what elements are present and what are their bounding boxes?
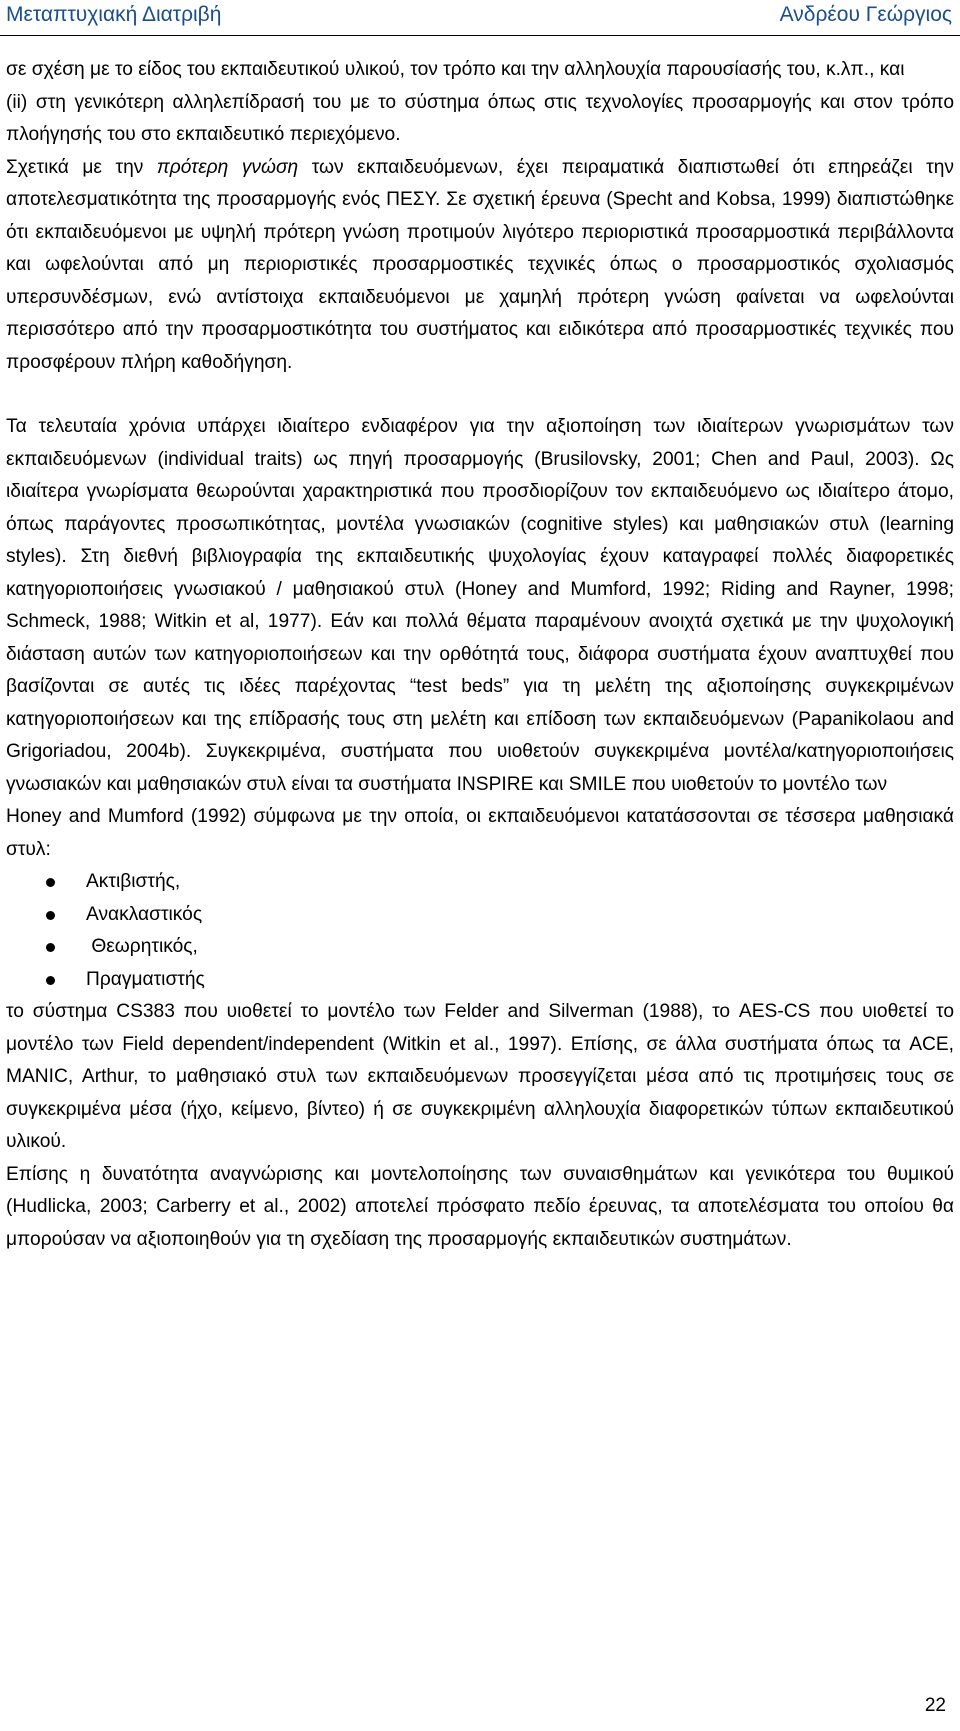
paragraph-emotions: Επίσης η δυνατότητα αναγνώρισης και μοντελοποίησης των συναισθημάτων και γενικότερα του θυμικού (Hudlicka, 2003; Carberry et al., 2002) αποτελεί πρόσφατο πεδίο έρευνας, τα αποτελέσματα του οποίου θα μπορούσαν να αξιοποιηθούν για τη σχεδίαση της προσαρμογής εκπαιδευτικών συστημάτων. xyxy=(6,1163,954,1250)
paragraph-honey-mumford: Honey and Mumford (1992) σύμφωνα με την οποία, οι εκπαιδευόμενοι κατατάσσονται σε τέσσερα μαθησιακά στυλ: xyxy=(6,806,954,860)
paragraph-individual-traits: Τα τελευταία χρόνια υπάρχει ιδιαίτερο ενδιαφέρον για την αξιοποίηση των ιδιαίτερων γνωρισμάτων των εκπαιδευόμενων (individual traits) ως πηγή προσαρμογής (Brusilovsky, 2001; Chen and Paul, 2003). Ως ιδιαίτερα γνωρίσματα θεωρούνται χαρακτηριστικά που προσδιορίζουν τον εκπαιδευόμενο ως ιδιαίτερο άτομο, όπως παράγοντες προσωπικότητας, μοντέλα γνωσιακών (cognitive styles) και μαθησιακών στυλ (learning styles). Στη διεθνή βιβλιογραφία της εκπαιδευτικής ψυχολογίας έχουν καταγραφεί πολλές διαφορετικές κατηγοριοποιήσεις γνωσιακού / μαθησιακού στυλ (Honey and Mumford, 1992; Riding and Rayner, 1998; Schmeck, 1988; Witkin et al, 1977). Εάν και πολλά θέματα παραμένουν ανοιχτά σχετικά με την ψυχολογική διάσταση αυτών των κατηγοριοποιήσεων και την ορθότητά τους, διάφορα συστήματα έχουν αναπτυχθεί που βασίζονται σε αυτές τις ιδέες παρέχοντας “test beds” για τη μελέτη της αξιοποίησης συγκεκριμένων κατηγοριοποιήσεων και της επίδρασής τους στη μελέτη και επίδοση των εκπαιδευόμενων (Papanikolaou and Grigoriadou, 2004b). Συγκεκριμένα, συστήματα που υιοθετούν συγκεκριμένα μοντέλα/κατηγοριοποιήσεις γνωσιακών και μαθησιακών στυλ είναι τα συστήματα INSPIRE και SMILE που υιοθετούν το μοντέλο των xyxy=(6,416,954,795)
bullet-icon xyxy=(46,976,55,985)
prior-knowledge-term: πρότερη γνώση xyxy=(156,156,299,178)
learning-styles-list xyxy=(6,866,954,996)
page-number: 22 xyxy=(924,1695,946,1716)
prior-knowledge-pre: Σχετικά με την xyxy=(6,156,157,178)
page-body xyxy=(6,54,954,1256)
bullet-icon xyxy=(46,878,55,887)
paragraph-intro-line: σε σχέση με το είδος του εκπαιδευτικού υλικού, τον τρόπο και την αλληλουχία παρουσίασής του, κ.λπ., και xyxy=(6,59,905,80)
list-item xyxy=(6,964,954,997)
header-thesis-title: Μεταπτυχιακή Διατριβή xyxy=(6,3,222,26)
list-item-text: Ανακλαστικός xyxy=(86,903,203,925)
paragraph-gap xyxy=(6,379,954,411)
bullet-icon xyxy=(46,911,55,920)
page-header xyxy=(0,0,960,36)
list-item-text: Ακτιβιστής, xyxy=(86,871,181,892)
paragraph-other-systems: το σύστημα CS383 που υιοθετεί το μοντέλο των Felder and Silverman (1988), το AES-CS που υιοθετεί το μοντέλο των Field dependent/independent (Witkin et al., 1997). Επίσης, σε άλλα συστήματα όπως τα ACE, MANIC, Arthur, το μαθησιακό στυλ των εκπαιδευόμενων προσεγγίζεται μέσα από τις προτιμήσεις τους σε συγκεκριμένα μέσα (ήχο, κείμενο, βίντεο) ή σε συγκεκριμένη αλληλουχία διαφορετικών τύπων εκπαιδευτικού υλικού. xyxy=(6,1001,954,1152)
list-item xyxy=(6,866,954,899)
bullet-icon xyxy=(46,943,55,952)
list-item xyxy=(6,899,954,932)
list-item-text: Πραγματιστής xyxy=(86,968,205,990)
list-item xyxy=(6,931,954,964)
header-author-name: Ανδρέου Γεώργιος xyxy=(779,3,952,26)
list-item-text: Θεωρητικός, xyxy=(86,936,198,957)
paragraph-prior-knowledge xyxy=(6,152,954,380)
prior-knowledge-post: των εκπαιδευόμενων, έχει πειραματικά διαπιστωθεί ότι επηρεάζει την αποτελεσματικότητα της προσαρμογής ενός ΠΕΣΥ. Σε σχετική έρευνα (Specht and Kobsa, 1999) διαπιστώθηκε ότι εκπαιδευόμενοι με υψηλή πρότερη γνώση προτιμούν λιγότερο περιοριστικά προσαρμοστικά περιβάλλοντα και ωφελούνται από μη περιοριστικές προσαρμοστικές τεχνικές όπως ο προσαρμοστικός σχολιασμός υπερσυνδέσμων, ενώ αντίστοιχα εκπαιδευόμενοι με χαμηλή πρότερη γνώση φαίνεται να ωφελούνται περισσότερο από την προσαρμοστικότητα του συστήματος και ειδικότερα από προσαρμοστικές τεχνικές που προσφέρουν πλήρη καθοδήγηση. xyxy=(6,156,955,373)
paragraph-intro-item-ii: (ii) στη γενικότερη αλληλεπίδρασή του με το σύστημα όπως στις τεχνολογίες προσαρμογής και στον τρόπο πλοήγησής του στο εκπαιδευτικό περιεχόμενο. xyxy=(6,91,954,145)
